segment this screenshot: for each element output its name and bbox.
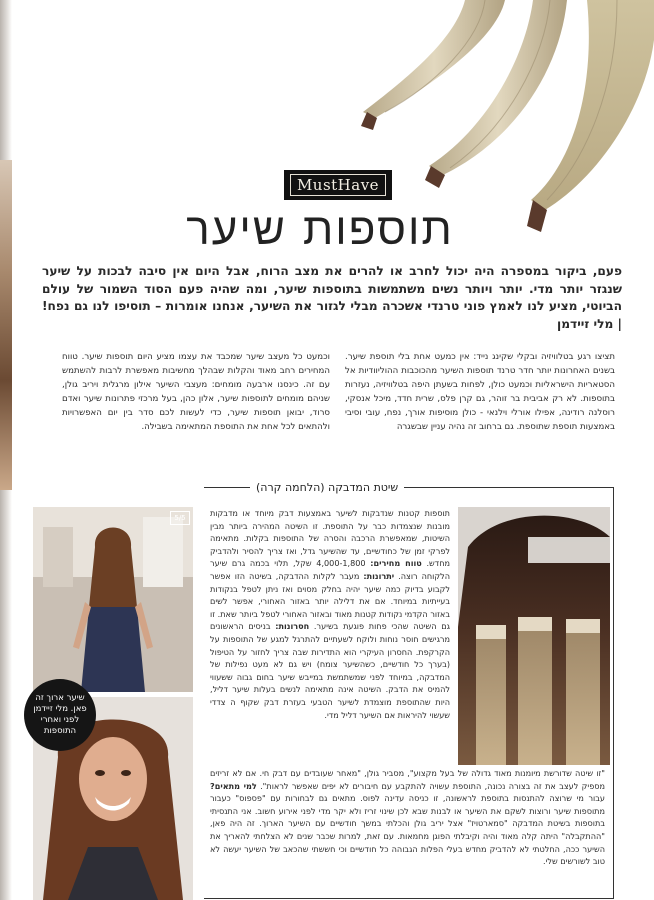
cons-text: בניסים הראשונים מרגישים חוסר נוחות ולוקח לשעתיים להתרגל למגע של התוספות על הקרקפת. החסרון העיקרי הוא התדירות שבה צריך לחזור על הטיפול (בערך כל חודשיים, כשהשיער צומח) ויש גם לא מעט נפילות של המדבקה, במיוחד לפני שמשתמשת במייבש שיער בחום גבוה ששעווי להמיס את הדבק. השיטה אינה מתאימה לנשים בעלות שיער דליל, היות שהתוספת מוצמדת לשיער הטבעי בעזרת דבק שקוף ה צדדי שעשוי להיראות אם השיער דליל מדי.: [210, 621, 450, 720]
musthave-logo-text: MustHave: [290, 174, 386, 196]
author-byline: | מלי זיידמן: [557, 316, 622, 331]
method-description: [210, 507, 450, 721]
pros-text: מעבר לקלות ההדבקה, בשיטה הזו אפשר לקבוע בדיוק כמה שיער יהיה בחלק מסוים ואז ניתן לטפל בנקודות בעייתיות במיוחד. אם את דלילה יותר באזור האחורי, אפשר לשים באזור הקדמי נקודות קטנות מאוד ובאזור האחורי לטפל ביותר שאת. זו גם השיטה שהכי פחות פוגעת בשיער.: [210, 570, 450, 632]
price-text: 4,000-1,800 שקל, תלוי בכמה גרם שיער הלקוחה רוצה.: [210, 558, 451, 581]
intro-paragraph: [42, 263, 622, 333]
price-label: טווח מחירים:: [370, 558, 422, 569]
method-intro-text: תוספות קטנות שנדבקות לשיער באמצעות דבק מיוחד או מדבקות מובנות שנצמדות כבר על התוספת. זו השיטה המהירה ביותר מבין השיטות, שמאפשרת הרכבה והסרה של התוספות בקלות. מתאימה לפרקי זמן של כחודשיים, עד שהשיער גדל, ואז צריך להסיר ולהדביק מחדש.: [210, 508, 450, 569]
suits-text: עבור מי שרוצה להתנסות בתוספת לראשונה, זו כניסה עדינה לפוס. מתאים גם לבחורות עם "פספוס" כעבור מתוספות שיער ורוצות לשקם את השיער או לבנות שבא לכן שינוי זריז ולא יקר מדי לפני אירוע חשוב.: [210, 793, 605, 816]
body-column-left: וכמעט כל מעצב שיער שמכבד את עצמו מציע היום תוספות שיער. טווח המחירים רחב מאוד והקלות שבהלך מחשיבות מאפשרת לרבות להשתמש עם זה. כינסנו ארבעה מומחים: מעצבי השיער אילון מרגלית ויריב גולן, שניהם מומחים לתוספות שיער, אלון כהן, בעל מרכזי פתרונות שיער ואדם סרוד, יבואן תוספות שיער, כדי לעשות לכם סדר בין יום האפשרויות ולהתאים לכל אחת את התוספת המתאימה בשבילה.: [62, 352, 330, 432]
page-title: תוספות שיער: [186, 204, 454, 255]
musthave-logo: [284, 170, 392, 200]
method-commentary: [210, 767, 605, 868]
author-experience-text: אני התנסיתי בתוספות בשיטת המדבקה "סמארטויז" אצל יריב גולן והכלתי במשך חודשיים עם השיער הארוך. זה היה פאן, "ההתקבלה" היתה קלה מאוד והיה וקיבלתי הפוגן מחמאות. עם זאת, למרות שכבר שנים לא הצלחתי להאריך את השיער ככה, החלטתי לא להדביק מחדש בעלי הפלות הגבוהה כל חודשיים וכי חששתי שהכאב של השיער יעשה לא טוב לשורשים שלי.: [210, 805, 605, 867]
suits-label: למי מתאים?: [210, 780, 257, 791]
cons-label: חסרונות:: [275, 621, 310, 632]
tape-extension-photo: [458, 507, 610, 765]
photo-counter: 5/5: [170, 511, 190, 525]
section-heading: שיטת המדבקה (הלחמה קרה): [250, 481, 404, 494]
photo-caption-badge: שיער ארוך זה פאן. מלי זיידמן לפני ואחרי התוספות: [24, 679, 96, 751]
intro-text: פעם, ביקור במספרה היה יכול לחרב או להרים את מצב הרוח, אבל היום אין סיבה לבכות על שיער שנגזר יותר מדי. יותר ויותר נשים משתמשות בתוספות שיער, ומה שהיה פעם הסוד השמור של עולם הביוטי, מציע לנו לאמץ פוני טרנדי אשכרה מבלי לגזור את השיער, אנחנו אומרות – תוסיפו לנו גם נפח!: [42, 264, 622, 313]
pros-label: יתרונות:: [363, 570, 395, 581]
expert-quote: "זו שיטה שדורשת מיומנות מאוד גדולה של בעל מקצוע", מסביר גולן, "מאחר שעובדים עם דבק חי. אם לא זריזים מספיק לעצב את זה בצורה נכונה, התוספת עשויה להתקבע עם חיבורים לא יפים שאפשר לראות".: [210, 768, 606, 791]
adjacent-page-photo-strip: [0, 160, 12, 490]
body-column-right: תציצו רגע בטלוויזיה ובקלי שקינג נייד: אין כמעט אחת בלי תוספת שיער. בשנים האחרונות יותר חדר טרנד תוספות השיער מהכוכבות ההוליוודיות אל הסטאריות הישראליות וכמעט כולן, לפחות בשעתן היפה בטלוויזיה, נעזרות בתוספות. לא רק אביבית בר זוהר, גם קרן פלס, שרית חדד, מיכל אנסקי, רוסלנה רודינה, אפילו אורלי וילנאי - כולן מוסיפות אורך, נפח, עובי וסיבי באמצעות תוספת שתוספת. גם ברחוב זה נהיה עניין שבשגרה: [345, 352, 615, 432]
before-back-view-photo: [33, 507, 193, 692]
